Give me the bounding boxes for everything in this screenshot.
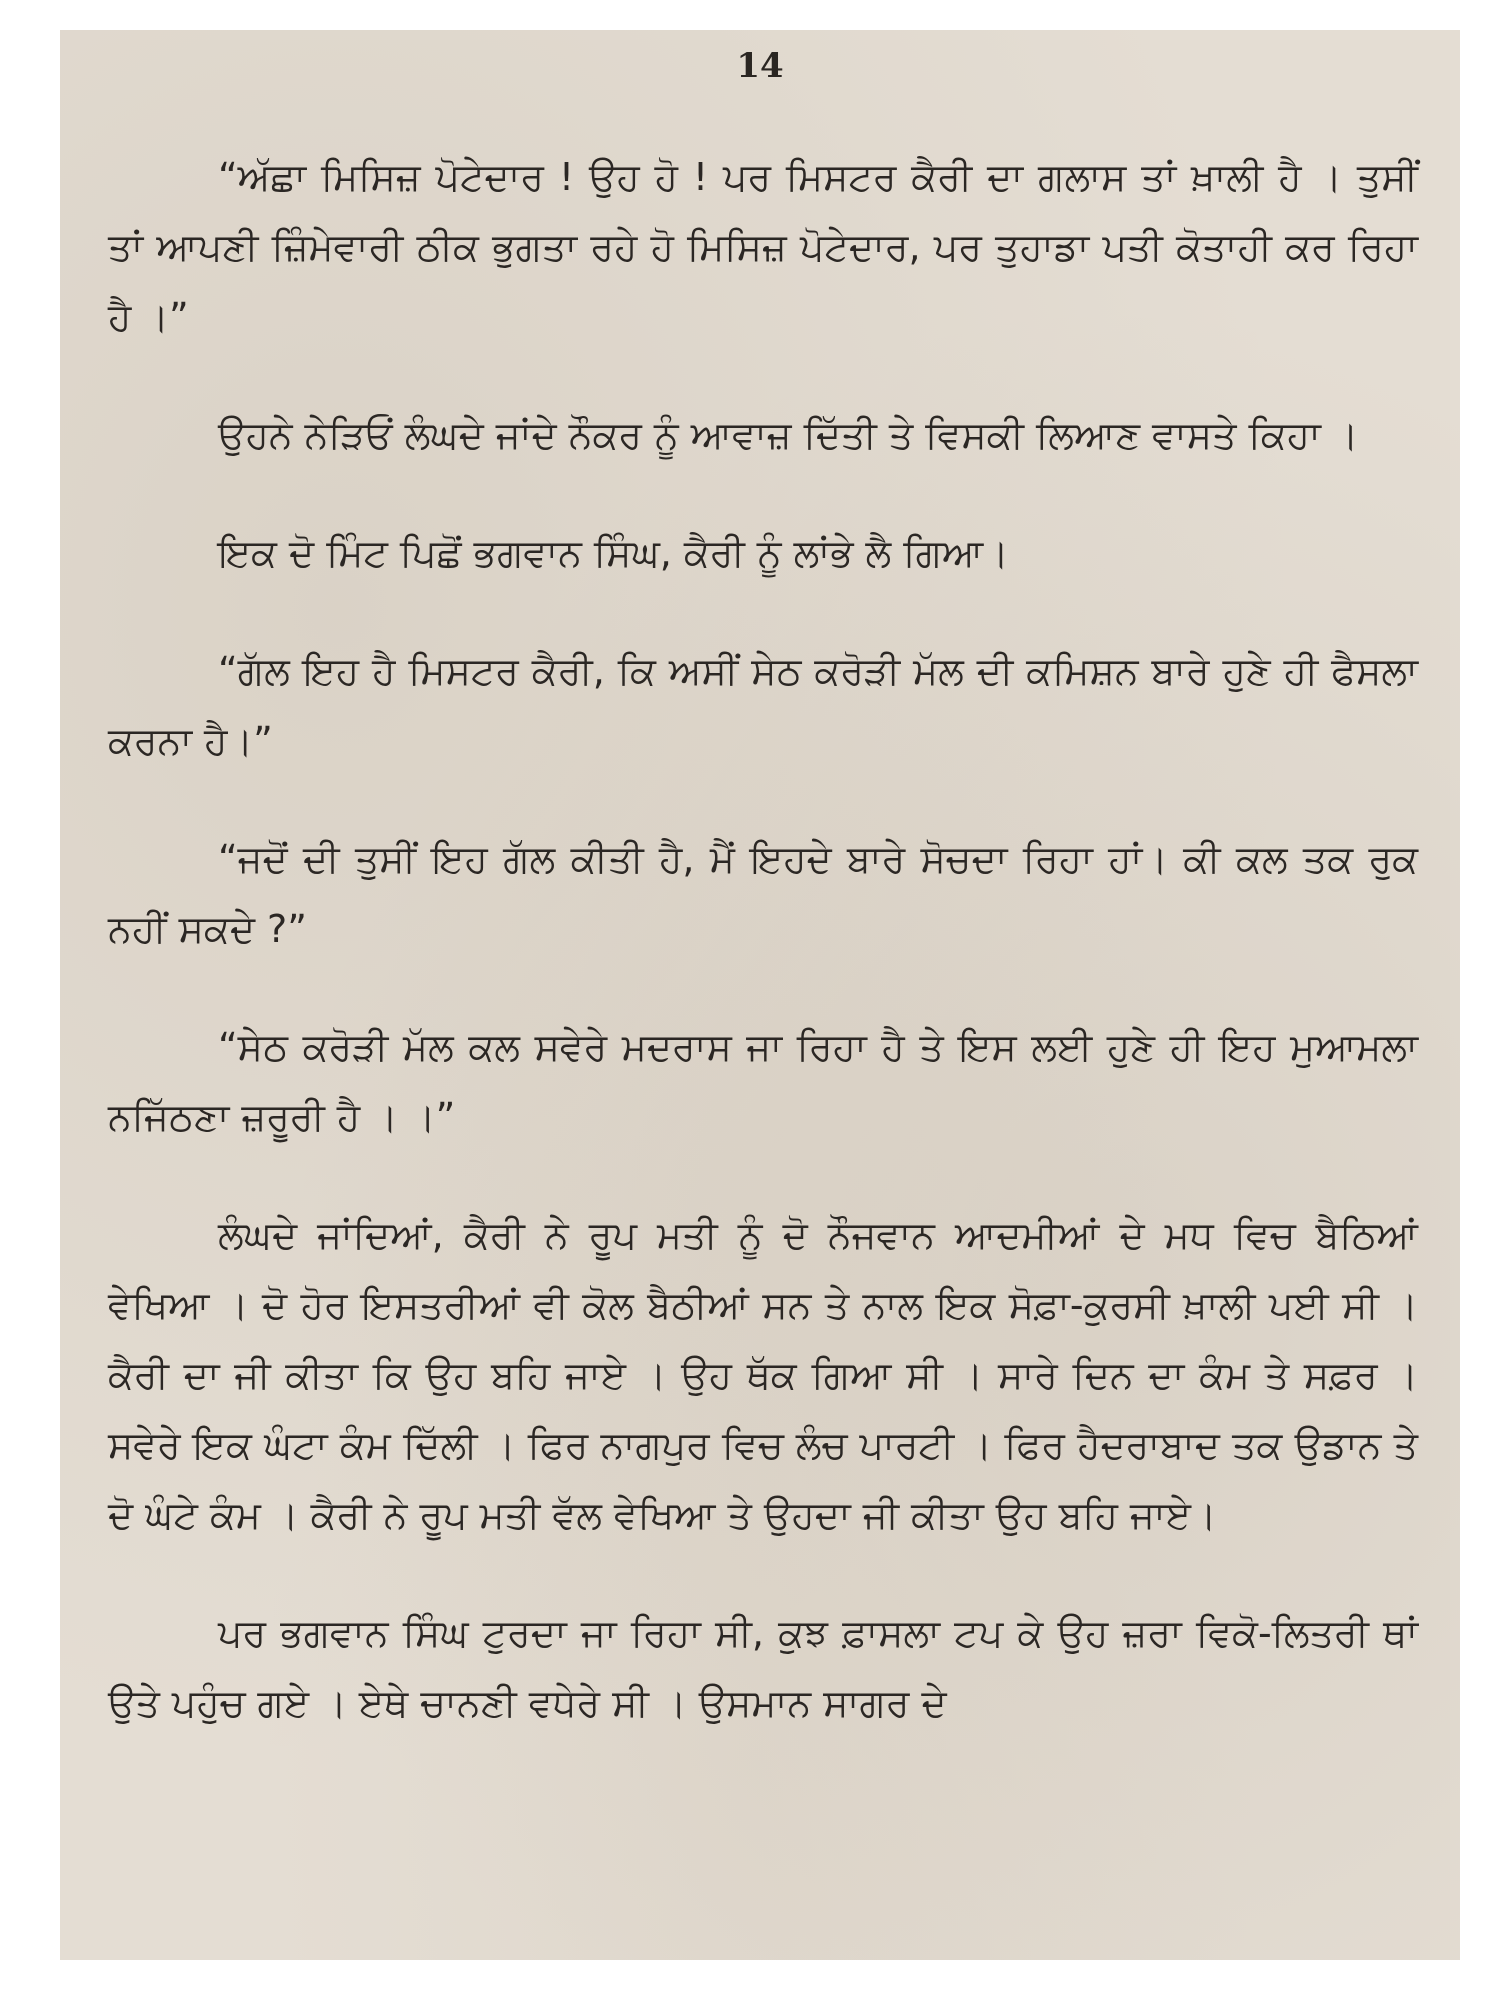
book-page bbox=[60, 30, 1460, 1960]
paragraph: ਪਰ ਭਗਵਾਨ ਸਿੰਘ ਟੁਰਦਾ ਜਾ ਰਿਹਾ ਸੀ, ਕੁਝ ਫ਼ਾਸਲਾ ਟਪ ਕੇ ਉਹ ਜ਼ਰਾ ਵਿਕੋ-ਲਿਤਰੀ ਥਾਂ ਉਤੇ ਪਹੁੰਚ ਗਏ । ਏਥੇ ਚਾਨਣੀ ਵਧੇਰੇ ਸੀ । ਉਸਮਾਨ ਸਾਗਰ ਦੇ bbox=[108, 1611, 1418, 1725]
paragraph: ਉਹਨੇ ਨੇੜਿਓਂ ਲੰਘਦੇ ਜਾਂਦੇ ਨੌਕਰ ਨੂੰ ਆਵਾਜ਼ ਦਿੱਤੀ ਤੇ ਵਿਸਕੀ ਲਿਆਣ ਵਾਸਤੇ ਕਿਹਾ । bbox=[218, 413, 1359, 457]
paragraph: ਇਕ ਦੋ ਮਿੰਟ ਪਿਛੋਂ ਭਗਵਾਨ ਸਿੰਘ, ਕੈਰੀ ਨੂੰ ਲਾਂਭੇ ਲੈ ਗਿਆ। bbox=[218, 531, 1009, 575]
page-body bbox=[108, 142, 1418, 1786]
paragraph: “ਅੱਛਾ ਮਿਸਿਜ਼ ਪੋਟੇਦਾਰ ! ਉਹ ਹੋ ! ਪਰ ਮਿਸਟਰ ਕੈਰੀ ਦਾ ਗਲਾਸ ਤਾਂ ਖ਼ਾਲੀ ਹੈ । ਤੁਸੀਂ ਤਾਂ ਆਪਣੀ ਜ਼ਿੰਮੇਵਾਰੀ ਠੀਕ ਭੁਗਤਾ ਰਹੇ ਹੋ ਮਿਸਿਜ਼ ਪੋਟੇਦਾਰ, ਪਰ ਤੁਹਾਡਾ ਪਤੀ ਕੋਤਾਹੀ ਕਰ ਰਿਹਾ ਹੈ ।” bbox=[108, 155, 1418, 339]
paragraph: ਲੰਘਦੇ ਜਾਂਦਿਆਂ, ਕੈਰੀ ਨੇ ਰੂਪ ਮਤੀ ਨੂੰ ਦੋ ਨੌਜਵਾਨ ਆਦਮੀਆਂ ਦੇ ਮਧ ਵਿਚ ਬੈਠਿਆਂ ਵੇਖਿਆ । ਦੋ ਹੋਰ ਇਸਤਰੀਆਂ ਵੀ ਕੋਲ ਬੈਠੀਆਂ ਸਨ ਤੇ ਨਾਲ ਇਕ ਸੋਫ਼ਾ-ਕੁਰਸੀ ਖ਼ਾਲੀ ਪਈ ਸੀ । ਕੈਰੀ ਦਾ ਜੀ ਕੀਤਾ ਕਿ ਉਹ ਬਹਿ ਜਾਏ । ਉਹ ਥੱਕ ਗਿਆ ਸੀ । ਸਾਰੇ ਦਿਨ ਦਾ ਕੰਮ ਤੇ ਸਫ਼ਰ । ਸਵੇਰੇ ਇਕ ਘੰਟਾ ਕੰਮ ਦਿੱਲੀ । ਫਿਰ ਨਾਗਪੁਰ ਵਿਚ ਲੰਚ ਪਾਰਟੀ । ਫਿਰ ਹੈਦਰਾਬਾਦ ਤਕ ਉਡਾਨ ਤੇ ਦੋ ਘੰਟੇ ਕੰਮ । ਕੈਰੀ ਨੇ ਰੂਪ ਮਤੀ ਵੱਲ ਵੇਖਿਆ ਤੇ ਉਹਦਾ ਜੀ ਕੀਤਾ ਉਹ ਬਹਿ ਜਾਏ। bbox=[108, 1213, 1418, 1537]
paragraph: “ਸੇਠ ਕਰੋੜੀ ਮੱਲ ਕਲ ਸਵੇਰੇ ਮਦਰਾਸ ਜਾ ਰਿਹਾ ਹੈ ਤੇ ਇਸ ਲਈ ਹੁਣੇ ਹੀ ਇਹ ਮੁਆਮਲਾ ਨਜਿੱਠਣਾ ਜ਼ਰੂਰੀ ਹੈ । ।” bbox=[108, 1025, 1418, 1139]
paragraph: “ਜਦੋਂ ਦੀ ਤੁਸੀਂ ਇਹ ਗੱਲ ਕੀਤੀ ਹੈ, ਮੈਂ ਇਹਦੇ ਬਾਰੇ ਸੋਚਦਾ ਰਿਹਾ ਹਾਂ। ਕੀ ਕਲ ਤਕ ਰੁਕ ਨਹੀਂ ਸਕਦੇ ?” bbox=[108, 837, 1418, 951]
paragraph: “ਗੱਲ ਇਹ ਹੈ ਮਿਸਟਰ ਕੈਰੀ, ਕਿ ਅਸੀਂ ਸੇਠ ਕਰੋੜੀ ਮੱਲ ਦੀ ਕਮਿਸ਼ਨ ਬਾਰੇ ਹੁਣੇ ਹੀ ਫੈਸਲਾ ਕਰਨਾ ਹੈ।” bbox=[108, 649, 1418, 763]
page-number: 14 bbox=[736, 46, 784, 86]
